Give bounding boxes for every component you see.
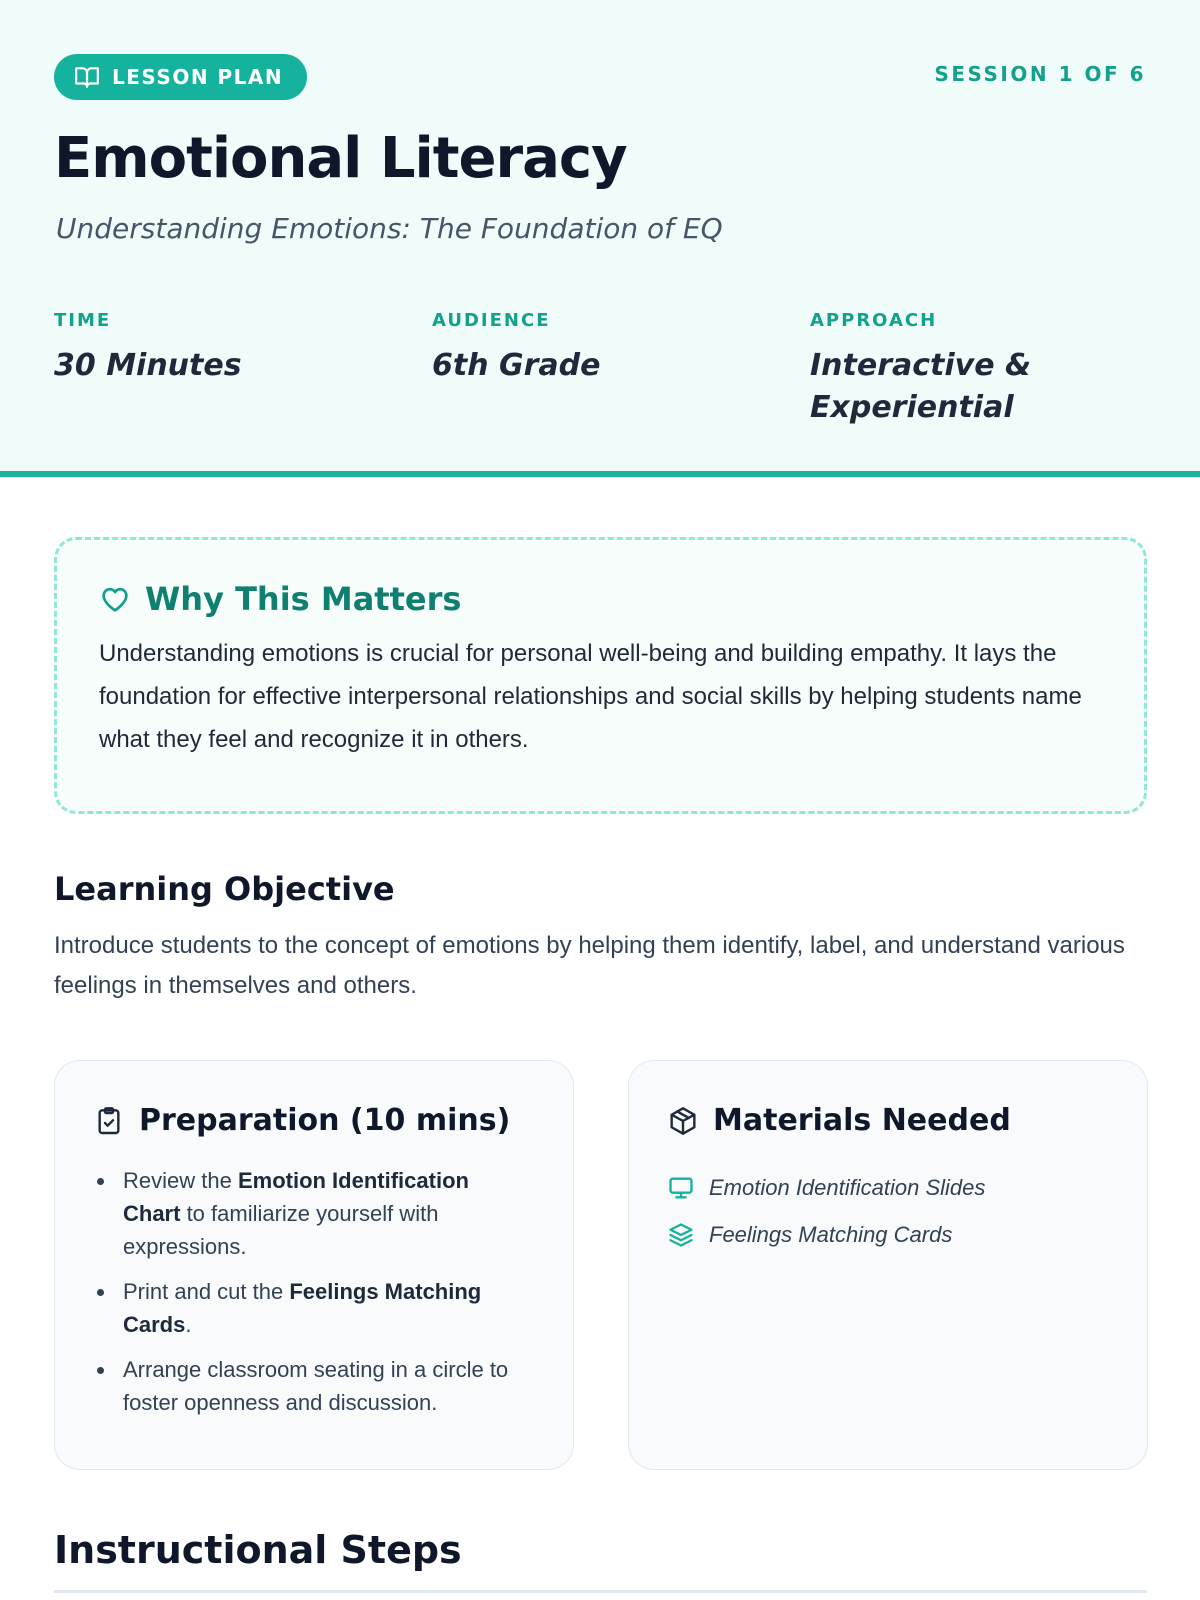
meta-label: AUDIENCE bbox=[432, 310, 551, 331]
divider bbox=[54, 1590, 1147, 1593]
list-item bbox=[667, 1164, 1109, 1211]
material-label: Emotion Identification Slides bbox=[709, 1174, 986, 1200]
meta-value: 30 Minutes bbox=[54, 348, 242, 383]
lesson-header bbox=[0, 0, 1200, 477]
meta-approach bbox=[810, 310, 1170, 429]
heart-icon bbox=[99, 583, 131, 615]
materials-list bbox=[667, 1164, 1109, 1258]
clipboard-check-icon bbox=[93, 1105, 125, 1137]
session-indicator: SESSION 1 OF 6 bbox=[934, 62, 1146, 86]
materials-heading bbox=[667, 1103, 1109, 1138]
list-item: Review the Emotion Identification Chart to familiarize yourself with expressions. bbox=[93, 1164, 513, 1263]
preparation-card bbox=[54, 1060, 574, 1470]
list-item: Arrange classroom seating in a circle to foster openness and discussion. bbox=[93, 1353, 513, 1419]
meta-value: 6th Grade bbox=[432, 348, 601, 383]
meta-time bbox=[54, 310, 414, 387]
list-item bbox=[667, 1211, 1109, 1258]
why-heading bbox=[99, 580, 1104, 618]
objective-body: Introduce students to the concept of emotions by helping them identify, label, and understand various feelings in themselves and others. bbox=[54, 932, 1125, 999]
material-label: Feelings Matching Cards bbox=[709, 1221, 953, 1247]
meta-audience bbox=[432, 310, 792, 387]
preparation-heading bbox=[93, 1103, 535, 1138]
page-subtitle: Understanding Emotions: The Foundation of EQ bbox=[56, 212, 723, 245]
why-body: Understanding emotions is crucial for personal well-being and building empathy. It lays the foundation for effective interpersonal relationships and social skills by helping students name what they feel and recognize it in others. bbox=[99, 640, 1082, 753]
preparation-list bbox=[93, 1164, 535, 1419]
list-item: Print and cut the Feelings Matching Cards. bbox=[93, 1275, 513, 1341]
why-title: Why This Matters bbox=[145, 580, 462, 618]
objective-title: Learning Objective bbox=[54, 870, 395, 908]
materials-title: Materials Needed bbox=[713, 1103, 1011, 1138]
monitor-icon bbox=[667, 1174, 695, 1202]
layers-icon bbox=[667, 1221, 695, 1249]
package-icon bbox=[667, 1105, 699, 1137]
meta-value: Interactive & Experiential bbox=[810, 348, 1032, 425]
badge-label: LESSON PLAN bbox=[112, 65, 284, 89]
open-book-icon bbox=[74, 64, 100, 90]
materials-card bbox=[628, 1060, 1148, 1470]
steps-title: Instructional Steps bbox=[54, 1528, 462, 1572]
page-title: Emotional Literacy bbox=[54, 126, 627, 191]
meta-label: APPROACH bbox=[810, 310, 938, 331]
lesson-plan-badge bbox=[54, 54, 307, 100]
why-this-matters-box bbox=[54, 537, 1147, 814]
meta-label: TIME bbox=[54, 310, 112, 331]
preparation-title: Preparation (10 mins) bbox=[139, 1103, 511, 1138]
